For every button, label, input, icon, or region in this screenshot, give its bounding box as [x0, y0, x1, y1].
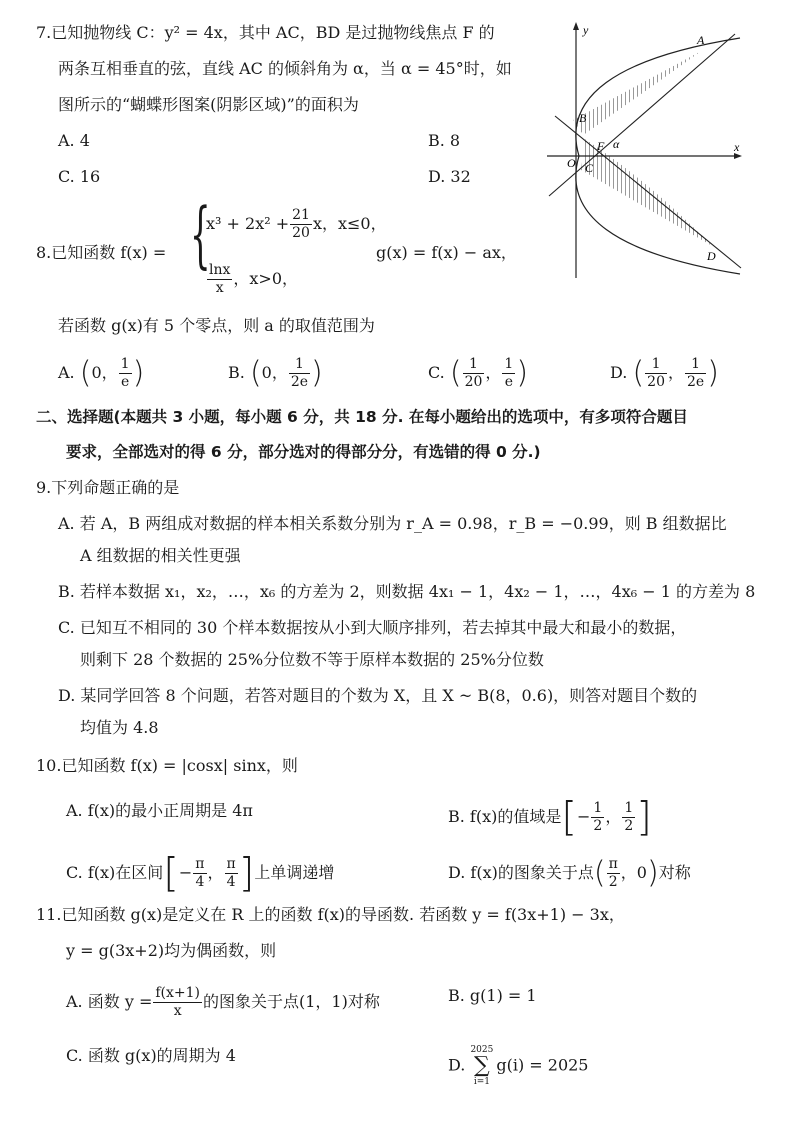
origin-label: O [567, 156, 576, 170]
q10-b-frac1 [591, 800, 604, 835]
q8-piece2-num: lnx [209, 262, 231, 278]
q8-option-b[interactable] [228, 356, 323, 391]
q10-c-d2: 4 [226, 874, 236, 890]
point-b-label: B [579, 111, 587, 125]
paren-close: ) [311, 355, 323, 391]
q11-a-pre: A. 函数 y = [66, 992, 153, 1011]
shaded-region-upper [573, 51, 701, 135]
q10-b-frac2 [622, 800, 635, 835]
q8-a-left: 0， [91, 363, 118, 382]
q8-b-label: B. [228, 363, 245, 382]
sigma-symbol: ∑ [474, 1053, 490, 1078]
butterfly-figure [545, 18, 745, 280]
q11-d-pre: D. [448, 1055, 466, 1075]
q9-option-a-line2: A 组数据的相关性更强 [80, 546, 241, 565]
q10-option-c[interactable]: C. f(x)在区间[− $\frac{\pi}{4}$ ， $\frac{\pi}{4}$ ]上单调递增 [66, 850, 335, 897]
q10-c-frac2 [225, 856, 238, 891]
q11-line2: y = g(3x+2)均为偶函数，则 [66, 941, 277, 960]
q9-option-a-line1[interactable]: A. 若 A，B 两组成对数据的样本相关系数分别为 r_A = 0.98，r_B = −0.99，则 B 组数据比 [58, 514, 727, 533]
q10-c-post: 上单调递增 [254, 863, 335, 882]
bracket-close: ] [636, 794, 652, 841]
paren-open: ( [632, 355, 645, 391]
q10-c-pre: C. f(x)在区间 [66, 863, 164, 882]
paren-open: ( [79, 355, 92, 391]
q9-option-d-line2: 均值为 4.8 [80, 718, 159, 737]
q10-b-d1: 2 [593, 818, 603, 834]
q8-prefix: 8.已知函数 f(x) = [36, 243, 167, 262]
q10-c-n2: π [226, 856, 236, 872]
q11-a-frac [153, 985, 202, 1020]
paren-close: ) [516, 355, 529, 391]
q8-d-frac2 [685, 356, 706, 391]
line-ac [549, 34, 735, 196]
q7-line2: 两条互相垂直的弦，直线 AC 的倾斜角为 α，当 α = 45°时，如 [58, 59, 512, 78]
bracket-open: [ [561, 794, 577, 841]
q10-b-n1: 1 [593, 800, 603, 816]
q8-piece2-frac [207, 262, 232, 297]
q7-line3: 图所示的“蝴蝶形图案(阴影区域)”的面积为 [58, 95, 359, 114]
section2-line2: 要求，全部选对的得 6 分，部分选对的得部分分，有选错的得 0 分.) [66, 443, 541, 461]
q10-d-n: π [608, 856, 618, 872]
q8-line2: 若函数 g(x)有 5 个零点，则 a 的取值范围为 [58, 316, 375, 335]
q8-a-frac [119, 356, 132, 391]
q11-a-den: x [173, 1003, 182, 1019]
q8-c-n1: 1 [463, 356, 485, 374]
q8-c-d1: 20 [464, 374, 483, 390]
q8-option-a[interactable] [58, 356, 144, 391]
paren-close: ) [646, 855, 659, 891]
q8-piece1-b: x，x≤0， [312, 214, 387, 233]
q11-d-post: g(i) = 2025 [496, 1055, 589, 1075]
q8-piece1-num: 21 [292, 207, 310, 223]
shaded-region-lower [581, 138, 712, 246]
q7-option-a[interactable]: A. 4 [58, 131, 90, 150]
x-axis-label: x [734, 140, 740, 154]
q9-option-b[interactable]: B. 若样本数据 x₁，x₂，…，x₆ 的方差为 2，则数据 4x₁ − 1，4x₂ − 1，…，4x₆ − 1 的方差为 8 [58, 582, 756, 601]
q8-piece1 [206, 207, 387, 242]
q8-piece1-den: 20 [292, 225, 310, 241]
q10-d-frac [607, 856, 620, 891]
q10-option-d[interactable]: D. f(x)的图象关于点( $\frac{\pi}{2}$ ，0)对称 [448, 855, 691, 891]
y-axis-label: y [583, 23, 589, 37]
q8-c-frac1 [463, 356, 485, 391]
paren-open: ( [593, 855, 606, 891]
point-d-label: D [707, 249, 716, 263]
summation [470, 1045, 493, 1087]
q8-a-label: A. [58, 363, 75, 382]
q8-b-frac [289, 356, 310, 391]
q11-option-c[interactable]: C. 函数 g(x)的周期为 4 [66, 1046, 236, 1065]
q8-c-frac2 [502, 356, 515, 391]
paren-close: ) [132, 355, 145, 391]
q11-a-post: 的图象关于点(1，1)对称 [203, 992, 380, 1011]
q10-b-n2: 1 [624, 800, 634, 816]
q10-option-a[interactable]: A. f(x)的最小正周期是 4π [66, 801, 253, 820]
paren-open: ( [249, 355, 262, 391]
point-c-label: C [585, 161, 594, 175]
q7-option-c[interactable]: C. 16 [58, 167, 101, 186]
q9-option-c-line2: 则剩下 28 个数据的 25%分位数不等于原样本数据的 25%分位数 [80, 650, 544, 669]
q11-line1: 11.已知函数 g(x)是定义在 R 上的函数 f(x)的导函数. 若函数 y = f(3x+1) − 3x， [36, 905, 625, 924]
q10-title: 10.已知函数 f(x) = |cosx| sinx，则 [36, 756, 298, 775]
q10-d-d: 2 [608, 874, 618, 890]
q8-c-d2: e [504, 374, 514, 390]
q10-option-b[interactable]: B. f(x)的值域是[− $\frac{1}{2}$ ， $\frac{1}{2}$ ] [448, 794, 652, 841]
q11-option-a[interactable] [66, 985, 380, 1020]
q10-c-d1: 4 [195, 874, 205, 890]
q10-c-frac1 [193, 856, 206, 891]
q7-option-b[interactable]: B. 8 [428, 131, 461, 150]
piecewise-brace: { [190, 192, 211, 276]
q10-b-d2: 2 [624, 818, 634, 834]
q8-option-c[interactable]: C. ( $\frac{1}{20}$ ， $\frac{1}{e}$ ) [428, 355, 529, 391]
line-bd [555, 116, 741, 268]
q7-line1: 7.已知抛物线 C：y² = 4x，其中 AC，BD 是过抛物线焦点 F 的 [36, 23, 495, 42]
bracket-open: [ [163, 850, 179, 897]
q8-c-n2: 1 [504, 356, 514, 372]
q8-a-den: e [120, 374, 130, 390]
q8-d-n2: 1 [685, 356, 706, 374]
q8-a-num: 1 [120, 356, 130, 372]
q8-piece2 [206, 262, 298, 297]
paren-open: ( [449, 355, 462, 391]
focus-f-label: F [597, 139, 605, 153]
q8-piece1-frac [290, 207, 312, 242]
q8-d-n1: 1 [645, 356, 667, 374]
q11-a-num: f(x+1) [155, 985, 200, 1001]
q10-d-pre: D. f(x)的图象关于点 [448, 863, 594, 882]
q9-title: 9.下列命题正确的是 [36, 478, 180, 497]
q9-option-c-line1[interactable]: C. 已知互不相同的 30 个样本数据按从小到大顺序排列，若去掉其中最大和最小的数据， [58, 618, 687, 637]
q8-b-left: 0， [261, 363, 288, 382]
section2-line1: 二、选择题(本题共 3 小题，每小题 6 分，共 18 分. 在每小题给出的选项中，有多项符合题目 [36, 408, 688, 426]
q7-option-d[interactable]: D. 32 [428, 167, 471, 186]
q8-b-num: 1 [289, 356, 310, 374]
sum-upper: 2025 [470, 1045, 494, 1055]
q9-option-d-line1[interactable]: D. 某同学回答 8 个问题，若答对题目的个数为 X，且 X ~ B(8，0.6)，则答对题目个数的 [58, 686, 698, 705]
point-a-label: A [697, 33, 705, 47]
q11-option-b[interactable]: B. g(1) = 1 [448, 986, 537, 1005]
q8-d-frac1 [645, 356, 667, 391]
sum-lower: i=1 [473, 1077, 490, 1087]
q8-option-d[interactable]: D. ( $\frac{1}{20}$ ， $\frac{1}{2e}$ ) [610, 355, 719, 391]
q8-piece2-den: x [215, 280, 224, 296]
q8-d-d2: 2e [687, 374, 705, 390]
q10-d-post: 对称 [658, 863, 691, 882]
q8-d-d1: 20 [647, 374, 665, 390]
q8-c-label: C. [428, 363, 445, 382]
q8-piece1-a: x³ + 2x² + [206, 214, 290, 233]
q8-piece2-b: ，x>0， [233, 269, 299, 288]
q11-option-d[interactable] [448, 1045, 588, 1087]
angle-alpha-label: α [613, 137, 620, 151]
q8-d-label: D. [610, 363, 628, 382]
q10-c-n1: π [195, 856, 205, 872]
q10-b-pre: B. f(x)的值域是 [448, 807, 562, 826]
q8-g-def: g(x) = f(x) − ax， [376, 243, 517, 262]
bracket-close: ] [238, 850, 255, 897]
q8-b-den: 2e [290, 374, 309, 390]
paren-close: ) [707, 355, 719, 391]
